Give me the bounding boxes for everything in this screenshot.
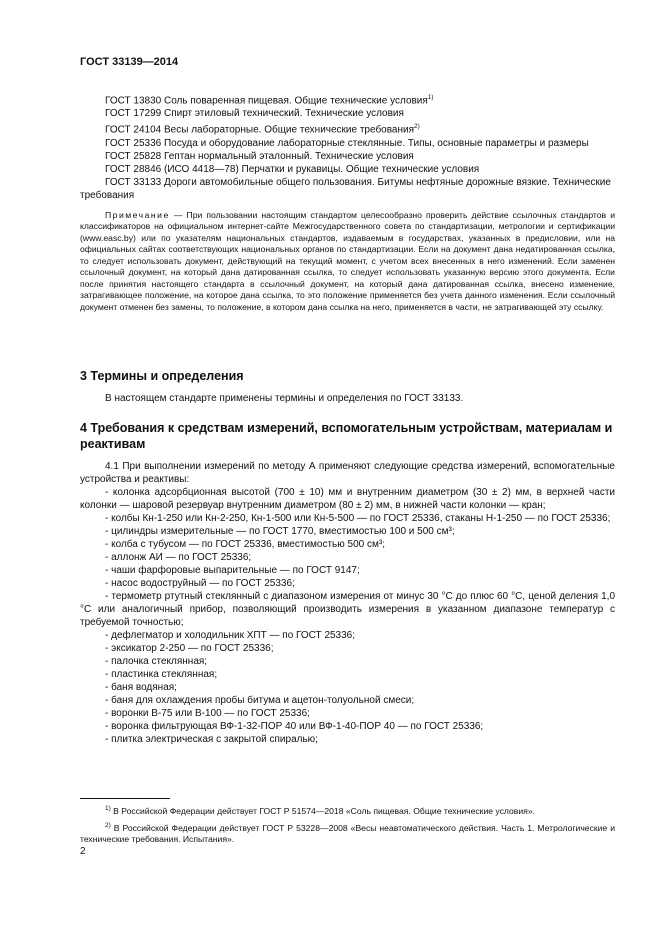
equipment-item: - чаши фарфоровые выпарительные — по ГОСТ 9147; — [105, 565, 360, 576]
page-number: 2 — [80, 846, 86, 857]
section-4-title: 4 Требования к средствам измерений, вспомогательным устройствам, материалам и реактивам — [80, 421, 613, 451]
equipment-item: - насос водоструйный — по ГОСТ 25336; — [105, 578, 295, 589]
equipment-item: - дефлегматор и холодильник ХПТ — по ГОСТ 25336; — [105, 630, 356, 641]
equipment-list — [80, 486, 615, 746]
note-label: Примечание — [105, 209, 170, 220]
equipment-item: - воронка фильтрующая ВФ-1-32-ПОР 40 или ВФ-1-40-ПОР 40 — по ГОСТ 25336; — [105, 721, 484, 732]
equipment-item: - колба с тубусом — по ГОСТ 25336, вместимостью 500 см³; — [105, 539, 385, 550]
section-3-text: В настоящем стандарте применены термины и определения по ГОСТ 33133. — [105, 393, 464, 404]
equipment-item: - цилиндры измерительные — по ГОСТ 1770, вместимостью 100 и 500 см³; — [105, 526, 455, 537]
document-header: ГОСТ 33139—2014 — [80, 56, 179, 68]
section-4 — [80, 420, 615, 746]
footnotes — [80, 803, 615, 845]
reference-item: ГОСТ 13830 Соль поваренная пищевая. Общие технические условия$^{1)}$ — [105, 94, 434, 107]
equipment-item: - аллонж АИ — по ГОСТ 25336; — [105, 552, 252, 563]
section-3-title: 3 Термины и определения — [80, 369, 244, 383]
equipment-item: - колонка адсорбционная высотой (700 ± 10) мм и внутренним диаметром (30 ± 2) мм, в верхней части колонки — шаровой резервуар внутренним диаметром (80 ± 2) мм, в нижней части колонки — кран; — [80, 487, 615, 511]
section-3 — [80, 368, 615, 405]
equipment-item: - пластинка стеклянная; — [105, 669, 218, 680]
equipment-item: - термометр ртутный стеклянный с диапазоном измерения от минус 30 °С до плюс 60 °С, ценой деления 1,0 °С или аналогичный прибор, позволяющий производить измерения в указанном диапазоне температур с требуемой точностью; — [80, 591, 615, 628]
note-paragraph: Примечание — При пользовании настоящим стандартом целесообразно проверить действие ссылочных стандартов и классификаторов на официальном интернет-сайте Межгосударственного совета по стандартизации, метрологии и сертификации (www.easc.by) или по указателям национальных стандартов, издаваемым в государствах, указанных в предисловии, или на официальных сайтах соответствующих национальных органов по стандартизации. Если на документ дана недатированная ссылка, то следует использовать документ, действующий на текущий момент, с учетом всех внесенных в него изменений. Если заменен ссылочный документ, на который дана датированная ссылка, то следует использовать указанную версию этого документа. Если после принятия настоящего стандарта в ссылочный документ, на который дана датированная ссылка, внесено изменение, затрагивающее положение, на которое дана ссылка, то это положение применяется без учета данного изменения. Если ссылочный документ отменен без замены, то положение, в котором дана ссылка на него, применяется в части, не затрагивающей эту ссылку. — [80, 209, 615, 312]
equipment-item: - плитка электрическая с закрытой спиралью; — [105, 734, 318, 745]
equipment-item: - эксикатор 2-250 — по ГОСТ 25336; — [105, 643, 274, 654]
reference-item: ГОСТ 33133 Дороги автомобильные общего пользования. Битумы нефтяные дорожные вязкие. Технические требования — [80, 176, 611, 201]
equipment-item: - воронки В-75 или В-100 — по ГОСТ 25336; — [105, 708, 310, 719]
footnote-item: $^{1)}$ В Российской Федерации действует ГОСТ Р 51574—2018 «Соль пищевая. Общие технические условия». — [105, 805, 535, 816]
equipment-item: - палочка стеклянная; — [105, 656, 208, 667]
reference-item: ГОСТ 17299 Спирт этиловый технический. Технические условия — [105, 108, 404, 120]
reference-item: ГОСТ 25828 Гептан нормальный эталонный. Технические условия — [105, 150, 414, 162]
references-block — [80, 91, 615, 313]
reference-item: ГОСТ 24104 Весы лабораторные. Общие технические требования$^{2)}$ — [105, 123, 420, 136]
section-4-intro: 4.1 При выполнении измерений по методу А применяют следующие средства измерений, вспомогательные устройства и реактивы: — [80, 461, 615, 485]
footnote-divider — [80, 798, 170, 799]
equipment-item: - колбы Кн-1-250 или Кн-2-250, Кн-1-500 или Кн-5-500 — по ГОСТ 25336, стаканы Н-1-250 — по ГОСТ 25336; — [105, 513, 611, 524]
equipment-item: - баня для охлаждения пробы битума и ацетон-толуольной смеси; — [105, 695, 415, 706]
reference-item: ГОСТ 25336 Посуда и оборудование лабораторные стеклянные. Типы, основные параметры и размеры — [105, 137, 589, 149]
reference-item: ГОСТ 28846 (ИСО 4418—78) Перчатки и рукавицы. Общие технические условия — [105, 163, 480, 175]
equipment-item: - баня водяная; — [105, 682, 177, 693]
footnote-item: $^{2)}$ В Российской Федерации действует ГОСТ Р 53228—2008 «Весы неавтоматического действия. Часть 1. Метрологические и технические требования. Испытания». — [80, 821, 615, 844]
